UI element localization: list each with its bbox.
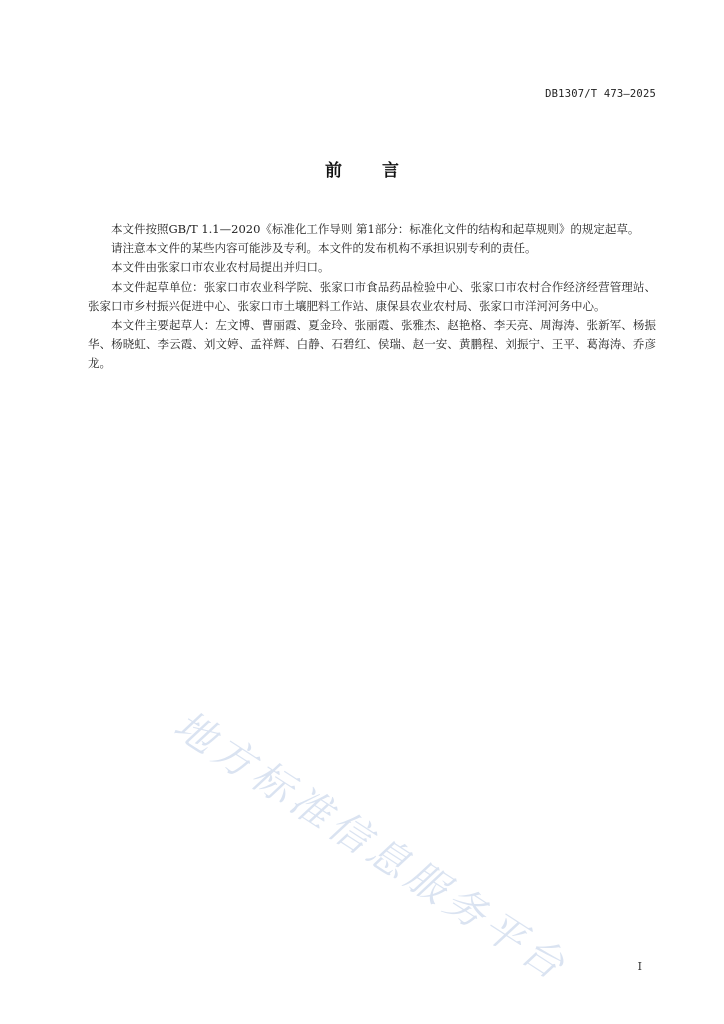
- page-number: I: [637, 960, 642, 973]
- paragraph-drafters: 本文件主要起草人：左文博、曹丽霞、夏金玲、张丽霞、张雅杰、赵艳格、李天亮、周海涛、张新军、杨振华、杨晓虹、李云霞、刘文婷、孟祥辉、白静、石碧红、侯瑞、赵一安、黄鹏程、刘振宁、王平、葛海涛、乔彦龙。: [88, 318, 656, 371]
- document-code: DB1307/T 473—2025: [545, 88, 656, 100]
- paragraph-drafting-units: 本文件起草单位：张家口市农业科学院、张家口市食品药品检验中心、张家口市农村合作经济经营管理站、张家口市乡村振兴促进中心、张家口市土壤肥料工作站、康保县农业农村局、张家口市洋河河务中心。: [88, 279, 656, 313]
- watermark: 地方标准信息服务平台: [165, 702, 577, 992]
- paragraph-proposer: 本文件由张家口市农业农村局提出并归口。: [111, 260, 330, 275]
- body-text: [88, 220, 656, 374]
- page-title: 前言: [325, 161, 439, 181]
- paragraph-drafting-rules: 本文件按照GB/T 1.1—2020《标准化工作导则 第1部分：标准化文件的结构和起草规则》的规定起草。: [111, 222, 640, 236]
- paragraph-patent-notice: 请注意本文件的某些内容可能涉及专利。本文件的发布机构不承担识别专利的责任。: [111, 241, 537, 256]
